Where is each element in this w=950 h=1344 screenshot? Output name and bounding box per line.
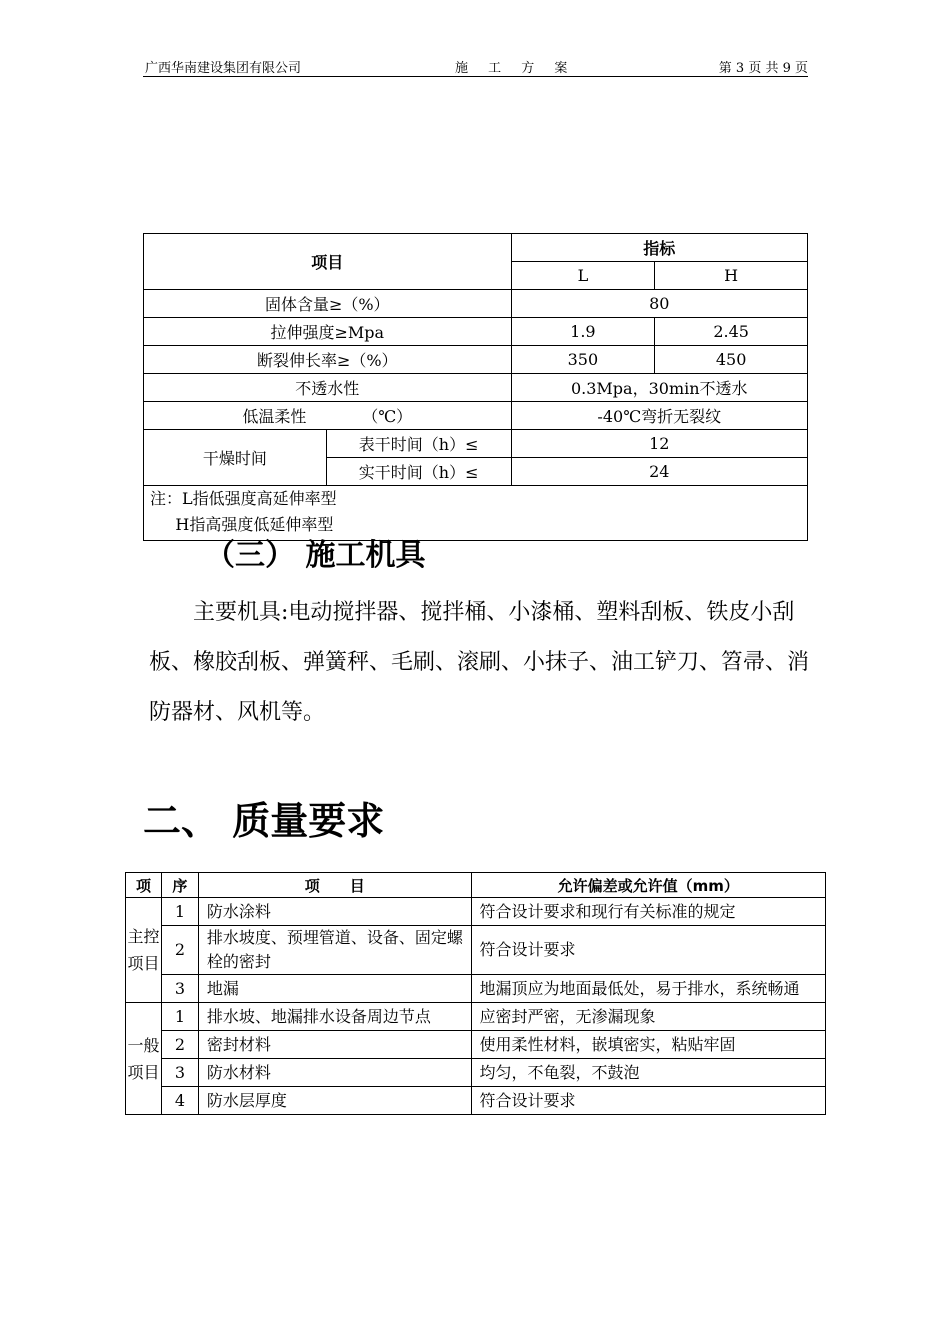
spec-row-name: 固体含量≥（%） bbox=[144, 290, 512, 318]
quality-group-general: 一般项目 bbox=[126, 1003, 162, 1115]
spec-row-h: 450 bbox=[655, 346, 808, 374]
page-header bbox=[143, 56, 808, 77]
table-row bbox=[144, 430, 808, 458]
quality-item: 防水涂料 bbox=[198, 898, 471, 926]
quality-req: 使用柔性材料，嵌填密实，粘贴牢固 bbox=[471, 1031, 825, 1059]
header-page-info: 第 3 页 共 9 页 bbox=[718, 61, 808, 76]
spec-drying-solid: 实干时间（h）≤ bbox=[326, 458, 511, 486]
table-row bbox=[126, 1059, 826, 1087]
quality-req: 均匀，不龟裂，不鼓泡 bbox=[471, 1059, 825, 1087]
spec-head-item: 项目 bbox=[144, 234, 512, 290]
quality-req: 符合设计要求 bbox=[471, 1087, 825, 1115]
table-row bbox=[144, 346, 808, 374]
spec-row-name: 断裂伸长率≥（%） bbox=[144, 346, 512, 374]
spec-row-value: 80 bbox=[511, 290, 807, 318]
quality-req: 符合设计要求 bbox=[471, 926, 825, 975]
quality-req: 符合设计要求和现行有关标准的规定 bbox=[471, 898, 825, 926]
spec-head-l: L bbox=[511, 262, 655, 290]
quality-item: 排水坡度、预埋管道、设备、固定螺栓的密封 bbox=[198, 926, 471, 975]
quality-req: 应密封严密，无渗漏现象 bbox=[471, 1003, 825, 1031]
spec-row-l: 1.9 bbox=[511, 318, 655, 346]
quality-head-no: 序 bbox=[161, 873, 198, 898]
spec-row-name: 低温柔性 （℃） bbox=[144, 402, 512, 430]
quality-no: 1 bbox=[161, 1003, 198, 1031]
table-row bbox=[144, 374, 808, 402]
spec-note-line2: H指高强度低延伸率型 bbox=[150, 515, 334, 534]
quality-item: 防水层厚度 bbox=[198, 1087, 471, 1115]
spec-drying-surface-value: 12 bbox=[511, 430, 807, 458]
table-row bbox=[126, 926, 826, 975]
spec-drying-solid-value: 24 bbox=[511, 458, 807, 486]
spec-row-name: 不透水性 bbox=[144, 374, 512, 402]
section-3-title: （三） 施工机具 bbox=[205, 538, 426, 573]
section-3-paragraph: 主要机具:电动搅拌器、搅拌桶、小漆桶、塑料刮板、铁皮小刮板、橡胶刮板、弹簧秤、毛刷、滚刷、小抹子、油工铲刀、笤帚、消防器材、风机等。 bbox=[149, 600, 810, 725]
table-row bbox=[126, 1031, 826, 1059]
table-row bbox=[126, 975, 826, 1003]
spec-head-index: 指标 bbox=[511, 234, 807, 262]
quality-no: 2 bbox=[161, 1031, 198, 1059]
quality-item: 地漏 bbox=[198, 975, 471, 1003]
quality-item: 密封材料 bbox=[198, 1031, 471, 1059]
spec-row-l: 350 bbox=[511, 346, 655, 374]
quality-table bbox=[125, 872, 826, 1115]
quality-no: 3 bbox=[161, 975, 198, 1003]
quality-no: 1 bbox=[161, 898, 198, 926]
table-row bbox=[126, 898, 826, 926]
spec-drying-surface: 表干时间（h）≤ bbox=[326, 430, 511, 458]
header-doc-title: 施 工 方 案 bbox=[455, 61, 576, 76]
quality-req: 地漏顶应为地面最低处，易于排水，系统畅通 bbox=[471, 975, 825, 1003]
table-row bbox=[126, 1003, 826, 1031]
table-row bbox=[144, 290, 808, 318]
quality-head-item: 项 目 bbox=[198, 873, 471, 898]
table-row bbox=[144, 402, 808, 430]
spec-row-value: -40℃弯折无裂纹 bbox=[511, 402, 807, 430]
quality-no: 2 bbox=[161, 926, 198, 975]
spec-row-h: 2.45 bbox=[655, 318, 808, 346]
spec-head-h: H bbox=[655, 262, 808, 290]
table-row bbox=[126, 1087, 826, 1115]
spec-row-value: 0.3Mpa，30min不透水 bbox=[511, 374, 807, 402]
spec-row-name: 拉伸强度≥Mpa bbox=[144, 318, 512, 346]
quality-group-main: 主控项目 bbox=[126, 898, 162, 1003]
spec-drying-name: 干燥时间 bbox=[144, 430, 327, 486]
section-2-title: 二、 质量要求 bbox=[143, 799, 385, 843]
spec-table bbox=[143, 233, 808, 541]
quality-item: 排水坡、地漏排水设备周边节点 bbox=[198, 1003, 471, 1031]
quality-no: 3 bbox=[161, 1059, 198, 1087]
header-company: 广西华南建设集团有限公司 bbox=[145, 61, 302, 76]
quality-head-group: 项 bbox=[126, 873, 162, 898]
quality-head-req: 允许偏差或允许值（mm） bbox=[471, 873, 825, 898]
quality-item: 防水材料 bbox=[198, 1059, 471, 1087]
table-row bbox=[144, 318, 808, 346]
spec-note-line1: 注：L指低强度高延伸率型 bbox=[150, 489, 337, 508]
quality-no: 4 bbox=[161, 1087, 198, 1115]
